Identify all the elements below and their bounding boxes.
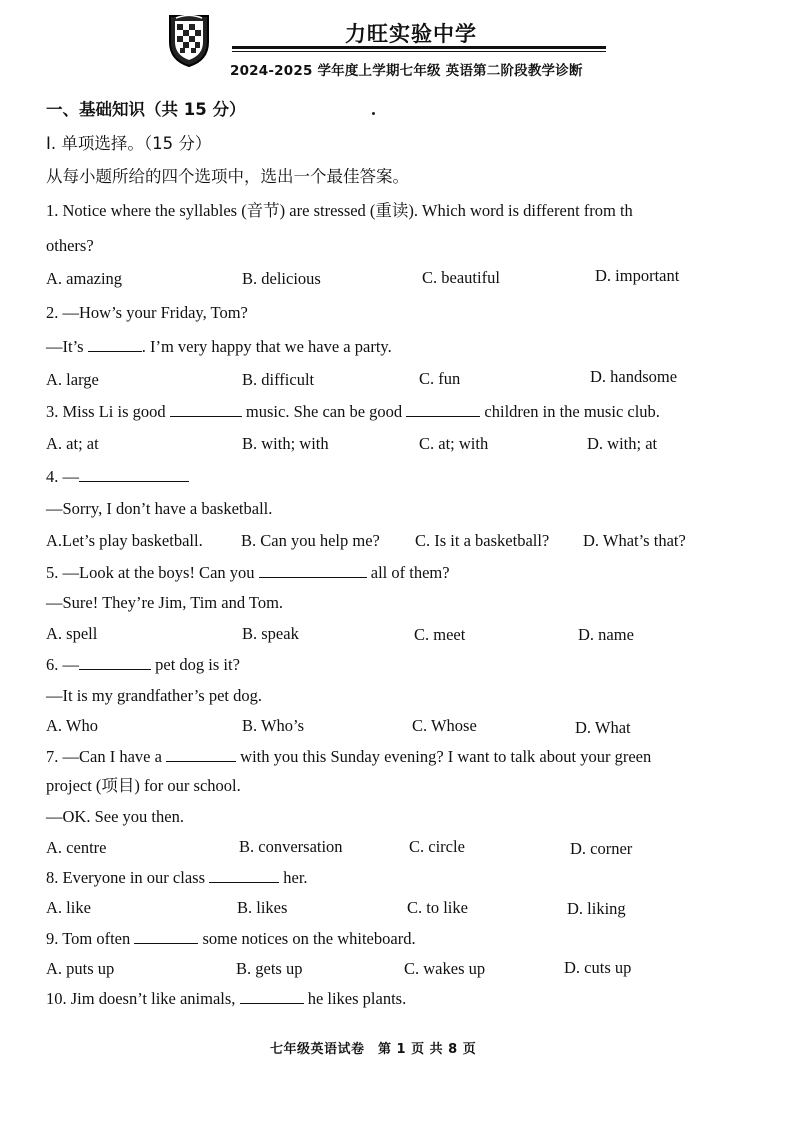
question-2-line-2 [46,337,392,357]
question-8-option-a: A. like [46,898,91,917]
question-9-suffix: some notices on the whiteboard. [198,929,416,948]
question-4-option-a: A.Let’s play basketball. [46,531,203,550]
question-8-option-d: D. liking [567,899,626,918]
question-4-option-b: B. Can you help me? [241,531,380,550]
question-9-option-d: D. cuts up [564,958,632,977]
question-5-suffix: all of them? [366,563,450,582]
question-1-option-a: A. amazing [46,269,123,288]
question-9-option-a: A. puts up [46,959,115,978]
school-name: 力旺实验中学 [345,22,477,46]
question-9-option-b: B. gets up [236,959,303,978]
question-8-suffix: her. [279,868,308,887]
question-5-line-2: —Sure! They’re Jim, Tim and Tom. [46,593,284,612]
question-3-option-d: D. with; at [587,434,658,453]
scan-dot [372,112,375,115]
question-2-option-c: C. fun [419,369,461,388]
answer-blank [240,989,304,1004]
question-3-option-b: B. with; with [242,434,329,453]
question-9-line-1 [46,929,416,949]
question-2-line-1: 2. —How’s your Friday, Tom? [46,303,248,322]
question-7-line-3: —OK. See you then. [46,807,184,826]
question-9-option-c: C. wakes up [404,959,486,978]
question-6-line-1 [46,655,240,675]
question-4-option-c: C. Is it a basketball? [415,531,550,550]
answer-blank [259,563,367,578]
question-1-option-b: B. delicious [242,269,321,288]
question-7-line-1 [46,747,651,767]
question-6-option-b: B. Who’s [242,716,305,735]
answer-blank [166,747,236,762]
question-7-line-2: project (项目) for our school. [46,776,241,795]
question-3-part-2: music. She can be good [241,402,407,421]
question-6-option-a: A. Who [46,716,98,735]
question-5-line-1 [46,563,450,583]
question-10-prefix: 10. Jim doesn’t like animals, [46,989,240,1008]
question-8-line-1 [46,868,308,888]
question-3-part-3: children in the music club. [480,402,660,421]
question-7-suffix: with you this Sunday evening? I want to talk about your green [236,747,652,766]
question-2-option-a: A. large [46,370,99,389]
question-1-line-1: 1. Notice where the syllables (音节) are stressed (重读). Which word is different from th [46,201,633,220]
part-heading: I. 单项选择。（15 分） [46,134,212,153]
question-8-option-b: B. likes [237,898,288,917]
question-7-option-c: C. circle [409,837,465,856]
section-heading: 一、基础知识（共 15 分） [46,100,246,119]
question-4-prefix: 4. — [46,467,79,486]
question-1-option-d: D. important [595,266,680,285]
question-1-option-c: C. beautiful [422,268,500,287]
answer-blank [209,868,279,883]
question-7-option-d: D. corner [570,839,633,858]
header-rule-thin [232,51,606,52]
question-9-prefix: 9. Tom often [46,929,135,948]
answer-blank [134,929,198,944]
instruction: 从每小题所给的四个选项中，选出一个最佳答案。 [46,167,409,186]
question-1-line-2: others? [46,236,94,255]
question-5-option-a: A. spell [46,624,98,643]
question-8-prefix: 8. Everyone in our class [46,868,210,887]
question-2-prefix: —It’s [46,337,88,356]
question-7-option-b: B. conversation [239,837,343,856]
question-3-part-1: 3. Miss Li is good [46,402,170,421]
question-2-suffix: . I’m very happy that we have a party. [141,337,392,356]
question-4-option-d: D. What’s that? [583,531,686,550]
school-crest-icon [166,12,212,68]
question-5-option-c: C. meet [414,625,466,644]
question-3-line-1 [46,402,660,422]
question-4-line-2: —Sorry, I don’t have a basketball. [46,499,273,518]
question-7-option-a: A. centre [46,838,107,857]
question-5-option-d: D. name [578,625,634,644]
answer-blank [79,655,151,670]
header-rule [232,46,606,49]
question-6-suffix: pet dog is it? [151,655,240,674]
answer-blank [406,402,480,417]
question-6-option-d: D. What [575,718,631,737]
question-5-option-b: B. speak [242,624,299,643]
question-6-prefix: 6. — [46,655,79,674]
exam-title: 2024-2025 学年度上学期七年级 英语第二阶段教学诊断 [230,63,583,79]
answer-blank [79,467,189,482]
question-10-line-1 [46,989,406,1009]
question-10-suffix: he likes plants. [303,989,407,1008]
question-2-option-b: B. difficult [242,370,315,389]
question-5-prefix: 5. —Look at the boys! Can you [46,563,259,582]
page-footer: 七年级英语试卷 第 1 页 共 8 页 [270,1042,477,1057]
question-8-option-c: C. to like [407,898,468,917]
question-6-line-2: —It is my grandfather’s pet dog. [46,686,262,705]
question-3-option-a: A. at; at [46,434,99,453]
answer-blank [170,402,242,417]
question-2-option-d: D. handsome [590,367,678,386]
answer-blank [88,337,142,352]
question-7-prefix: 7. —Can I have a [46,747,167,766]
question-3-option-c: C. at; with [419,434,489,453]
question-4-line-1 [46,467,189,487]
question-6-option-c: C. Whose [412,716,477,735]
